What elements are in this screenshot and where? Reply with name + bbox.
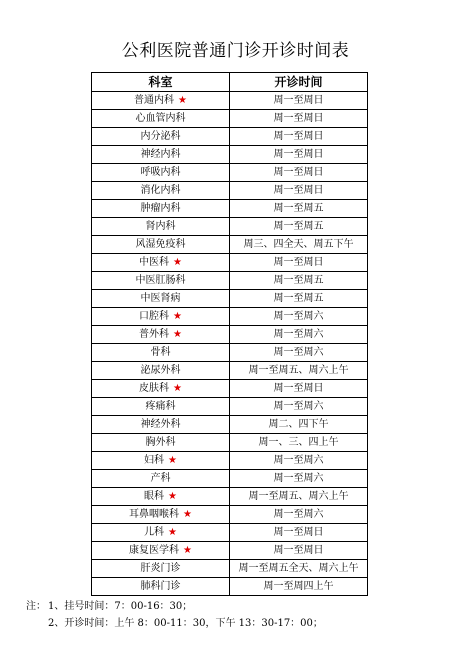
department-cell [92,308,230,326]
department-cell [92,326,230,344]
hours-cell: 周一至周日 [230,182,368,200]
table-row [92,344,368,362]
table-row [92,164,368,182]
hours-cell: 周一至周五 [230,218,368,236]
department-cell [92,128,230,146]
table-row [92,200,368,218]
table-body [92,92,368,596]
hours-cell: 周一至周日 [230,542,368,560]
department-name: 泌尿外科 [140,365,181,376]
hours-cell: 周一至周日 [230,380,368,398]
star-icon: ★ [168,455,177,466]
department-cell [92,146,230,164]
department-cell [92,506,230,524]
table-row [92,254,368,272]
hours-cell: 周一至周六 [230,452,368,470]
hours-cell: 周一至周六 [230,326,368,344]
table-row [92,218,368,236]
table-row [92,362,368,380]
hours-cell: 周一至周五 [230,272,368,290]
table-row [92,452,368,470]
department-cell [92,182,230,200]
department-name: 消化内科 [140,185,181,196]
hours-cell: 周一至周日 [230,254,368,272]
star-icon: ★ [183,545,192,556]
department-cell [92,470,230,488]
notes [26,598,323,632]
table-row [92,416,368,434]
department-name: 肝炎门诊 [140,563,181,574]
hours-cell: 周一、三、四上午 [230,434,368,452]
page-title: 公利医院普通门诊开诊时间表 [121,41,350,61]
department-name: 儿科 [144,527,165,538]
hours-cell: 周一至周日 [230,92,368,110]
table-row [92,434,368,452]
department-cell [92,362,230,380]
department-cell [92,452,230,470]
department-name: 口腔科 [139,311,170,322]
note-text: 2、开诊时间：上午 8：00-11：30，下午 13：30-17：00； [48,618,323,629]
department-name: 肿瘤内科 [140,203,181,214]
department-name: 神经外科 [140,419,181,430]
department-name: 神经内科 [140,149,181,160]
department-cell [92,254,230,272]
department-name: 中医肾病 [140,293,181,304]
table-row [92,92,368,110]
table-row [92,380,368,398]
department-name: 皮肤科 [139,383,170,394]
header-department: 科室 [92,73,230,92]
star-icon: ★ [173,329,182,340]
table-row [92,488,368,506]
department-name: 心血管内科 [135,113,186,124]
department-cell [92,110,230,128]
hours-cell: 周一至周日 [230,164,368,182]
schedule-table [91,72,368,596]
table-row [92,272,368,290]
department-cell [92,398,230,416]
note-line [26,615,323,632]
department-cell [92,578,230,596]
star-icon: ★ [173,311,182,322]
table-row [92,506,368,524]
department-name: 普通内科 [134,95,175,106]
hours-cell: 周一至周日 [230,110,368,128]
table-row [92,578,368,596]
department-name: 内分泌科 [140,131,181,142]
table-row [92,308,368,326]
department-cell [92,344,230,362]
header-hours: 开诊时间 [230,73,368,92]
table-row [92,470,368,488]
hours-cell: 周一至周日 [230,524,368,542]
department-cell [92,560,230,578]
hours-cell: 周一至周五全天、周六上午 [230,560,368,578]
department-cell [92,164,230,182]
department-name: 中医科 [139,257,170,268]
hours-cell: 周一至周六 [230,344,368,362]
department-cell [92,524,230,542]
star-icon: ★ [183,509,192,520]
department-cell [92,488,230,506]
department-cell [92,92,230,110]
table-row [92,326,368,344]
department-name: 胸外科 [145,437,176,448]
table-row [92,542,368,560]
table-row [92,236,368,254]
department-name: 骨科 [150,347,171,358]
hours-cell: 周一至周五 [230,200,368,218]
star-icon: ★ [168,527,177,538]
table-row [92,182,368,200]
star-icon: ★ [168,491,177,502]
department-name: 中医肛肠科 [135,275,186,286]
department-name: 风湿免疫科 [135,239,186,250]
hours-cell: 周一至周五、周六上午 [230,362,368,380]
department-cell [92,290,230,308]
hours-cell: 周一至周日 [230,128,368,146]
department-cell [92,416,230,434]
hours-cell: 周一至周四上午 [230,578,368,596]
department-name: 耳鼻咽喉科 [129,509,180,520]
department-cell [92,218,230,236]
note-text: 1、挂号时间：7：00-16：30； [48,601,193,612]
department-name: 普外科 [139,329,170,340]
hours-cell: 周一至周五、周六上午 [230,488,368,506]
note-line [26,598,323,615]
hours-cell: 周二、四下午 [230,416,368,434]
department-name: 产科 [150,473,171,484]
table-row [92,110,368,128]
department-name: 肾内科 [145,221,176,232]
hours-cell: 周三、四全天、周五下午 [230,236,368,254]
table-header-row [92,73,368,92]
hours-cell: 周一至周六 [230,470,368,488]
department-name: 眼科 [144,491,165,502]
department-cell [92,200,230,218]
department-name: 康复医学科 [129,545,180,556]
department-name: 呼吸内科 [140,167,181,178]
star-icon: ★ [173,257,182,268]
hours-cell: 周一至周六 [230,308,368,326]
star-icon: ★ [173,383,182,394]
hours-cell: 周一至周六 [230,506,368,524]
table-row [92,398,368,416]
table-row [92,146,368,164]
department-cell [92,434,230,452]
table-row [92,560,368,578]
hours-cell: 周一至周五 [230,290,368,308]
star-icon: ★ [178,95,187,106]
table-row [92,290,368,308]
department-cell [92,236,230,254]
department-name: 肺科门诊 [140,581,181,592]
department-name: 疼痛科 [145,401,176,412]
hours-cell: 周一至周六 [230,398,368,416]
table-row [92,128,368,146]
department-cell [92,272,230,290]
department-cell [92,542,230,560]
hours-cell: 周一至周日 [230,146,368,164]
department-name: 妇科 [144,455,165,466]
department-cell [92,380,230,398]
note-prefix: 注： [26,601,46,612]
table-row [92,524,368,542]
